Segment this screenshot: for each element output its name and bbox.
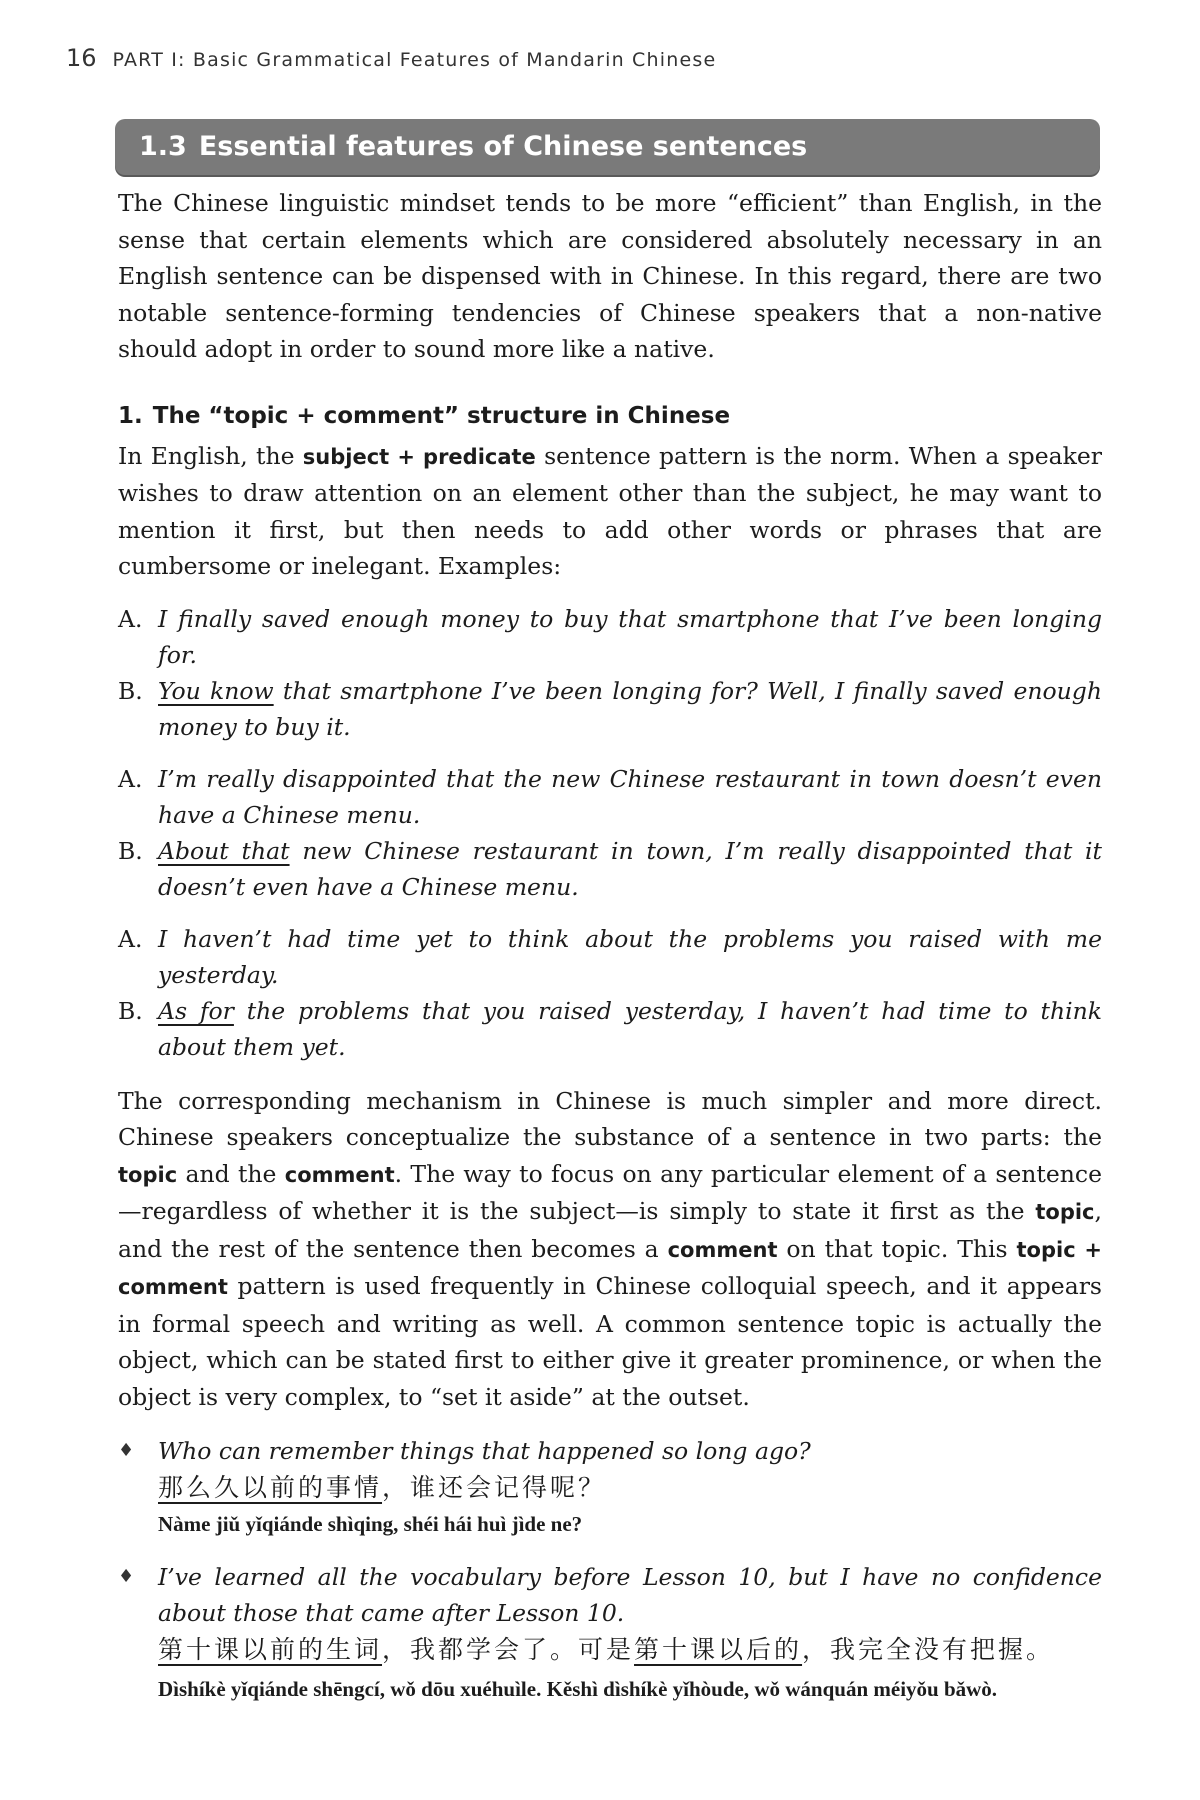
chinese-sentence	[158, 1469, 1102, 1507]
running-title: PART I: Basic Grammatical Features of Mandarin Chinese	[112, 49, 717, 71]
text-run: , and the rest of the sentence then becomes a	[118, 1197, 1102, 1263]
example-text: I finally saved enough money to buy that smartphone that I’ve been longing for.	[158, 604, 1102, 669]
text-run: new Chinese restaurant in town, I’m really disappointed that it doesn’t even have a Chinese menu.	[158, 836, 1102, 901]
example-b	[118, 673, 1102, 745]
english-pattern-paragraph	[118, 438, 1102, 585]
chinese-topic: 那么久以前的事情	[158, 1473, 383, 1502]
pinyin-sentence: Dìshíkè yǐqiánde shēngcí, wǒ dōu xuéhuìle. Kěshì dìshíkè yǐhòude, wǒ wánquán méiyǒu bǎwò.	[158, 1677, 998, 1701]
example-a	[118, 601, 1102, 673]
page-content	[118, 185, 1102, 1708]
example-label: B.	[118, 836, 143, 865]
example-label: B.	[118, 676, 143, 705]
term-topic-comment: topic + comment	[118, 1237, 1102, 1299]
section-heading-bar	[115, 119, 1100, 175]
example-pair-3	[118, 921, 1102, 1065]
example-label: A.	[118, 924, 143, 953]
text-run: In English, the	[118, 441, 303, 470]
example-text: I’m really disappointed that the new Chinese restaurant in town doesn’t even have a Chinese menu.	[158, 764, 1102, 829]
text-run: on that topic. This	[777, 1234, 1017, 1263]
example-bullet-2	[118, 1559, 1102, 1708]
example-text	[158, 833, 1102, 905]
text-run: The corresponding mechanism in Chinese is much simpler and more direct. Chinese speakers conceptualize the substance of a sentence in two parts: the	[118, 1086, 1102, 1151]
chinese-sentence	[158, 1631, 1102, 1708]
example-label: B.	[118, 996, 143, 1025]
example-b	[118, 993, 1102, 1065]
text-run: . The way to focus on any particular element of a sentence—regardless of whether it is the subject—is simply to state it first as the	[118, 1159, 1102, 1225]
diamond-bullet-icon: ♦	[118, 1566, 135, 1587]
term-comment: comment	[284, 1162, 395, 1187]
example-a	[118, 761, 1102, 833]
example-text: I haven’t had time yet to think about the problems you raised with me yesterday.	[158, 924, 1102, 989]
topic-marker: You know	[158, 676, 274, 705]
text-run: ，我完全没有把握。	[802, 1635, 1055, 1664]
text-run: sentence pattern is the norm. When a speaker wishes to draw attention on an element other than the subject, he may want to mention it first, but then needs to add other words or phrases that are cumbersome or inelegant. Examples:	[118, 441, 1102, 580]
text-run: ，我都学会了。可是	[382, 1635, 635, 1664]
chinese-topic: 第十课以后的	[634, 1635, 803, 1664]
english-sentence: I’ve learned all the vocabulary before Lesson 10, but I have no confidence about those that came after Lesson 10.	[158, 1563, 1102, 1627]
example-a	[118, 921, 1102, 993]
example-pair-2	[118, 761, 1102, 905]
text-run: ，谁还会记得呢？	[382, 1473, 607, 1502]
term-comment: comment	[667, 1237, 778, 1262]
intro-paragraph: The Chinese linguistic mindset tends to be more “efficient” than English, in the sense that certain elements which are considered absolutely necessary in an English sentence can be dispensed with in Chinese. In this regard, there are two notable sentence-forming tendencies of Chinese speakers that a non-native should adopt in order to sound more like a native.	[118, 189, 1102, 363]
topic-marker: As for	[158, 996, 234, 1025]
term-topic: topic	[1035, 1200, 1095, 1224]
page-number: 16	[66, 44, 97, 72]
text-run: that smartphone I’ve been longing for? Well, I finally saved enough money to buy it.	[158, 676, 1102, 741]
section-title: Essential features of Chinese sentences	[198, 131, 808, 162]
english-sentence: Who can remember things that happened so long ago?	[158, 1437, 811, 1465]
text-run: and the	[177, 1159, 285, 1188]
example-text	[158, 993, 1102, 1065]
example-label: A.	[118, 604, 143, 633]
term-subject-predicate: subject + predicate	[302, 444, 536, 469]
diamond-bullet-icon: ♦	[118, 1440, 135, 1461]
running-header	[66, 44, 716, 72]
section-number: 1.3	[139, 131, 187, 162]
example-b	[118, 833, 1102, 905]
example-pair-1	[118, 601, 1102, 745]
mechanism-paragraph	[118, 1083, 1102, 1416]
example-text	[158, 673, 1102, 745]
term-topic: topic	[118, 1162, 178, 1187]
example-label: A.	[118, 764, 143, 793]
topic-marker: About that	[158, 836, 290, 865]
pinyin-sentence: Nàme jiǔ yǐqiánde shìqing, shéi hái huì jìde ne?	[158, 1512, 583, 1536]
subsection-heading	[118, 398, 1102, 434]
subsection-number: 1.	[118, 402, 143, 429]
bullet-body	[158, 1559, 1102, 1708]
chinese-topic: 第十课以前的生词	[158, 1635, 383, 1664]
text-run: the problems that you raised yesterday, I haven’t had time to think about them yet.	[158, 996, 1102, 1061]
text-run: pattern is used frequently in Chinese colloquial speech, and it appears in formal speech and writing as well. A common sentence topic is actually the object, which can be stated first to either give it greater prominence, or when the object is very complex, to “set it aside” at the outset.	[118, 1272, 1102, 1411]
example-bullet-1	[118, 1433, 1102, 1541]
subsection-title: The “topic + comment” structure in Chinese	[152, 402, 731, 429]
bullet-body	[158, 1433, 1102, 1541]
